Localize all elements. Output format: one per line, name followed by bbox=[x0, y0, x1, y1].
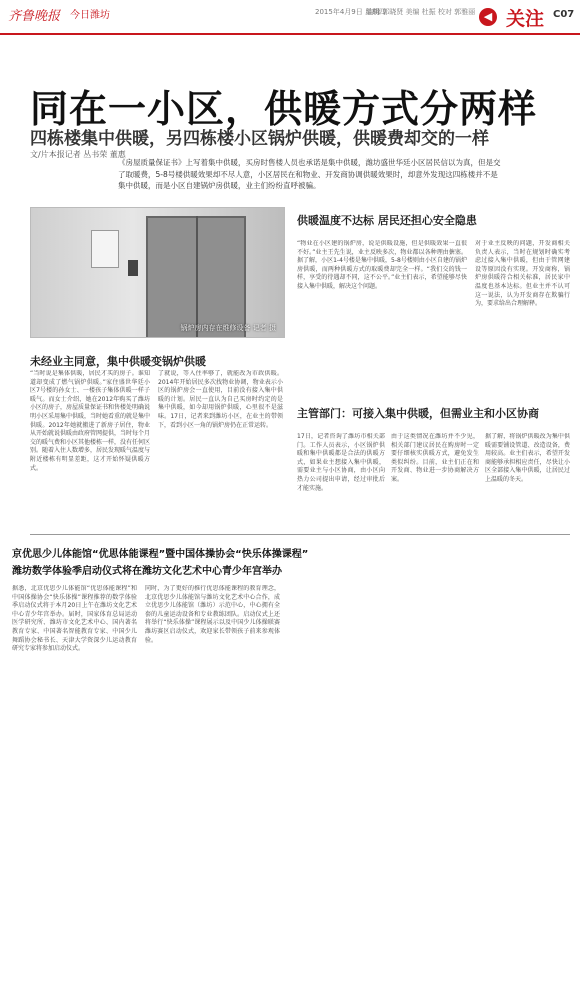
header-divider bbox=[0, 33, 580, 35]
news-brief-title: 潍坊数学体验季启动仪式将在潍坊文化艺术中心青少年宫举办 bbox=[12, 566, 282, 577]
news-brief-body: 据悉，北京优思少儿体能馆“优思体能课程”和中国体操协会“快乐体操”课程推荐的数学体验季启动仪式将于本月20日上午在潍坊文化艺术中心青少年宫举办。届时，国家体育总局运动医学研究所、潍坊市文化艺术中心、国内著名教育专家、中国著名智能教育专家、中国少儿舞蹈协会秘书长、天津大学资深少儿运动教育研究专家将参加启动仪式。 bbox=[12, 585, 137, 653]
news-brief-title: 京优思少儿体能馆“优思体能课程”暨中国体操协会“快乐体操课程” bbox=[12, 549, 309, 560]
section-tag: 今日潍坊 bbox=[70, 10, 110, 21]
subheadline: 四栋楼集中供暖，另四栋楼小区锅炉供暖，供暖费却交的一样 bbox=[30, 129, 489, 149]
body-column: “物业在小区建的锅炉房，说是供暖设施，但是供暖效果一直很不好。”业主王先生说，业主反映多次，物业都以各种理由搪塞。据了解，小区1-4号楼是集中供暖，5-8号楼则由小区自建的锅炉房供暖，而两种供暖方式的取暖费却完全一样。“我们交的钱一样，享受的待遇却不同，这不公平。”业主们表示，希望能够尽快接入集中供暖，解决这个问题。 bbox=[297, 240, 467, 290]
page-header bbox=[0, 0, 580, 34]
byline: 文/片本报记者 丛书荣 董惠 bbox=[30, 150, 126, 159]
photo-wall-sign bbox=[91, 230, 119, 268]
section-heading-left: 未经业主同意，集中供暖变锅炉供暖 bbox=[30, 355, 206, 368]
body-column: “当时说是集体供暖，居民才买的房子。谁知道却变成了燃气锅炉供暖。”家住盛世华廷小区7号楼的孙女士、一楼孩子集体供暖一样子暖气。而女士介绍，她在2012年购买了潍坊小区的房子，房屋质量保证书和售楼处明确说明小区采用集中供暖，当时她看重的就是集中供暖。2012年她就搬进了新房子居住，物业从开始就说供暖由政府管网提供，当时每个月交的暖气费和小区其他楼栋一样，没有任何区别。随着入住人数增多，居民发现暖气温度与附近楼栋有明显差距，这才开始怀疑供暖方式。 bbox=[30, 370, 150, 472]
photo-caption: 锅炉房内存在维修设备 记者 摄 bbox=[180, 324, 276, 332]
headline: 同在一小区，供暖方式分两样 bbox=[30, 87, 538, 131]
body-column: 据了解，将锅炉供暖改为集中供暖需要铺设管道、改造设备，费用较高。业主们表示，希望开发商能够承担相应责任，尽快让小区全部接入集中供暖，让居民过上温暖的冬天。 bbox=[485, 433, 570, 483]
article-photo bbox=[30, 207, 285, 338]
section-heading-authority: 主管部门：可接入集中供暖，但需业主和小区协商 bbox=[297, 407, 539, 420]
page-number: C07 bbox=[553, 9, 575, 20]
photo-meter-box bbox=[128, 260, 138, 276]
body-column: 17日，记者咨询了潍坊市相关部门。工作人员表示，小区锅炉供暖和集中供暖都是合法的供暖方式，如果业主想接入集中供暖，需要业主与小区协商，由小区向热力公司提出申请，经过审批后才能实施。 bbox=[297, 433, 385, 492]
section-tab-label: 关注 bbox=[506, 8, 545, 30]
newspaper-brand-logo: 齐鲁晚报 bbox=[8, 9, 61, 24]
photo-door-seam bbox=[196, 216, 198, 338]
news-brief-body: 同时，为了更好的推行优思体能课程的教育理念，北京优思少儿体能馆与潍坊文化艺术中心合作，成立优思少儿体能馆（潍坊）示范中心，中心拥有全套的儿童运动设备和专业教练团队。启动仪式上还将举行“快乐体操”课程展示以及中国少儿体操联赛潍坊赛区启动仪式，欢迎家长带领孩子前来参观体验。 bbox=[145, 585, 280, 644]
body-column: 对于业主反映的问题，开发商相关负责人表示，当时在规划时确实考虑过接入集中供暖，但由于管网建设等原因没有实现。开发商称，锅炉房供暖符合相关标准，居民家中温度也基本达标。但业主并不认可这一说法，认为开发商存在欺骗行为，要求给出合理解释。 bbox=[475, 240, 570, 308]
article-divider bbox=[30, 534, 570, 535]
editor-credits: 编辑 郭晓贤 美编 杜振 校对 郭雅丽 bbox=[366, 8, 476, 16]
section-heading-temperature: 供暖温度不达标 居民还担心安全隐患 bbox=[297, 214, 477, 227]
issue-date: 2015年4月9日 星期四 bbox=[315, 8, 386, 16]
body-column: 了就说，等入住率够了，就能改为市政供暖。2014年开始居民多次找物业协调，物业表示小区的锅炉房会一直使用，目前没有接入集中供暖的计划。居民一直认为自己买房时约定的是集中供暖，如今却用锅炉供暖，心里很不是滋味。17日，记者来到潍坊小区，在业主的带领下，看到小区一角的锅炉房仍在正常运转。 bbox=[158, 370, 283, 429]
body-column: 由于这类情况在潍坊并不少见，相关部门建议居民在购房时一定要仔细核实供暖方式，避免发生类似纠纷。目前，业主们正在和开发商、物业进一步协商解决方案。 bbox=[391, 433, 479, 483]
section-flag-icon: ◀ bbox=[479, 8, 497, 26]
lead-paragraph: 《房屋质量保证书》上写着集中供暖，买房时售楼人员也承诺是集中供暖，潍坊盛世华廷小区居民信以为真，但是交了取暖费，5-8号楼供暖效果却不尽人意，小区居民在和物业、开发商协调供暖效果时，却意外发现这四栋楼并不是集中供暖，而是小区自建锅炉房供暖，业主们纷纷直呼被骗。 bbox=[118, 158, 501, 190]
